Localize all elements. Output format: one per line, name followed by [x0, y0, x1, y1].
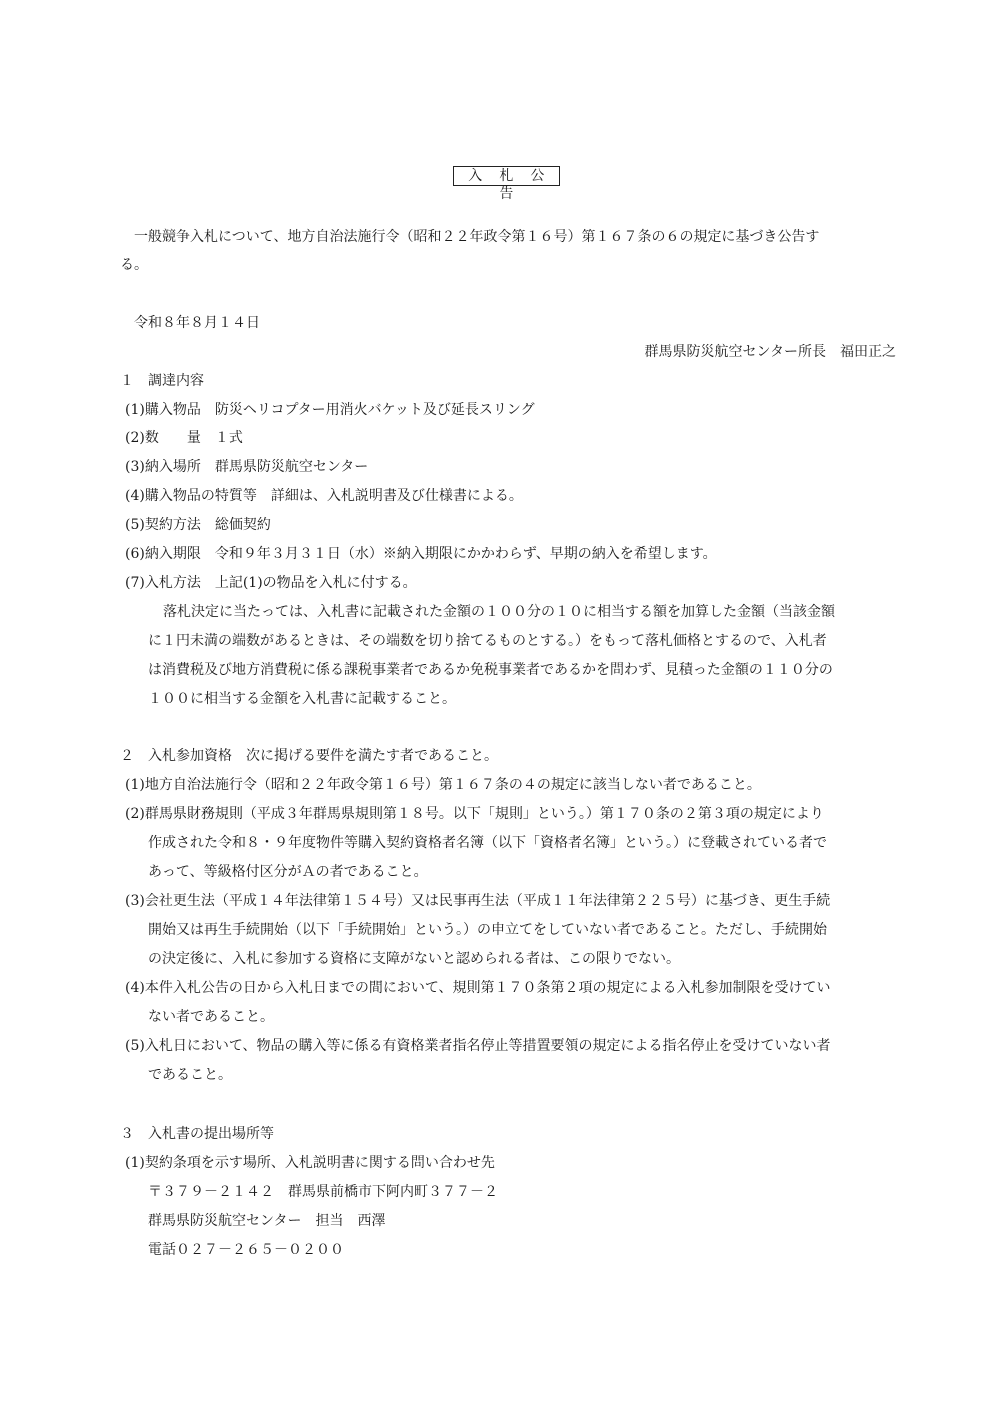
phone-number: 電話０２７－２６５－０２００: [148, 1242, 344, 1258]
section2-heading: ２ 入札参加資格 次に掲げる要件を満たす者であること。: [120, 748, 498, 764]
section2-item: (3)会社更生法（平成１４年法律第１５４号）又は民事再生法（平成１１年法律第２２５号）に基づき、更生手続: [125, 893, 831, 909]
notice-date: 令和８年８月１４日: [134, 315, 260, 331]
section1-item: (7)入札方法 上記(1)の物品を入札に付する。: [125, 575, 417, 591]
section1-note-line: １００に相当する金額を入札書に記載すること。: [148, 691, 456, 707]
section1-note-line: 落札決定に当たっては、入札書に記載された金額の１００分の１０に相当する額を加算した金額（当該金額: [163, 604, 835, 620]
section1-item: (5)契約方法 総価契約: [125, 517, 271, 533]
section2-item: (4)本件入札公告の日から入札日までの間において、規則第１７０条第２項の規定による入札参加制限を受けてい: [125, 980, 831, 996]
intro-line-2: る。: [120, 257, 148, 273]
section1-note-line: に１円未満の端数があるときは、その端数を切り捨てるものとする。）をもって落札価格とするので、入札者: [148, 633, 827, 649]
section2-item-cont: 開始又は再生手続開始（以下「手続開始」という。）の申立てをしていない者であること。ただし、手続開始: [148, 922, 827, 938]
section1-heading: １ 調達内容: [120, 373, 204, 389]
notice-title: 入 札 公 告: [453, 166, 560, 186]
section2-item-cont: 作成された令和８・９年度物件等購入契約資格者名簿（以下「資格者名簿」という。）に登載されている者で: [148, 835, 827, 851]
issuer-name: 群馬県防災航空センター所長 福田正之: [644, 344, 896, 360]
section1-item: (6)納入期限 令和９年３月３１日（水）※納入期限にかかわらず、早期の納入を希望します。: [125, 546, 717, 562]
section2-item-cont: の決定後に、入札に参加する資格に支障がないと認められる者は、この限りでない。: [148, 951, 680, 967]
intro-line-1: 一般競争入札について、地方自治法施行令（昭和２２年政令第１６号）第１６７条の６の規定に基づき公告す: [134, 229, 820, 245]
contact-person: 群馬県防災航空センター 担当 西澤: [148, 1213, 386, 1229]
section1-item: (2)数 量 １式: [125, 430, 243, 446]
section2-item: (1)地方自治法施行令（昭和２２年政令第１６号）第１６７条の４の規定に該当しない者であること。: [125, 777, 761, 793]
section2-item: (5)入札日において、物品の購入等に係る有資格業者指名停止等措置要領の規定による指名停止を受けていない者: [125, 1038, 831, 1054]
section2-item-cont: あって、等級格付区分がＡの者であること。: [148, 864, 428, 880]
section3-item: (1)契約条項を示す場所、入札説明書に関する問い合わせ先: [125, 1155, 495, 1171]
section3-heading: ３ 入札書の提出場所等: [120, 1126, 274, 1142]
postal-address: 〒３７９－２１４２ 群馬県前橋市下阿内町３７７－２: [148, 1184, 498, 1200]
section1-item: (4)購入物品の特質等 詳細は、入札説明書及び仕様書による。: [125, 488, 523, 504]
section2-item-cont: ない者であること。: [148, 1009, 274, 1025]
section1-note-line: は消費税及び地方消費税に係る課税事業者であるか免税事業者であるかを問わず、見積った金額の１１０分の: [148, 662, 833, 678]
section1-item: (3)納入場所 群馬県防災航空センター: [125, 459, 369, 475]
section2-item-cont: であること。: [148, 1067, 232, 1083]
section2-item: (2)群馬県財務規則（平成３年群馬県規則第１８号。以下「規則」という。）第１７０条の２第３項の規定により: [125, 806, 824, 822]
section1-item: (1)購入物品 防災ヘリコプター用消火バケット及び延長スリング: [125, 402, 535, 418]
